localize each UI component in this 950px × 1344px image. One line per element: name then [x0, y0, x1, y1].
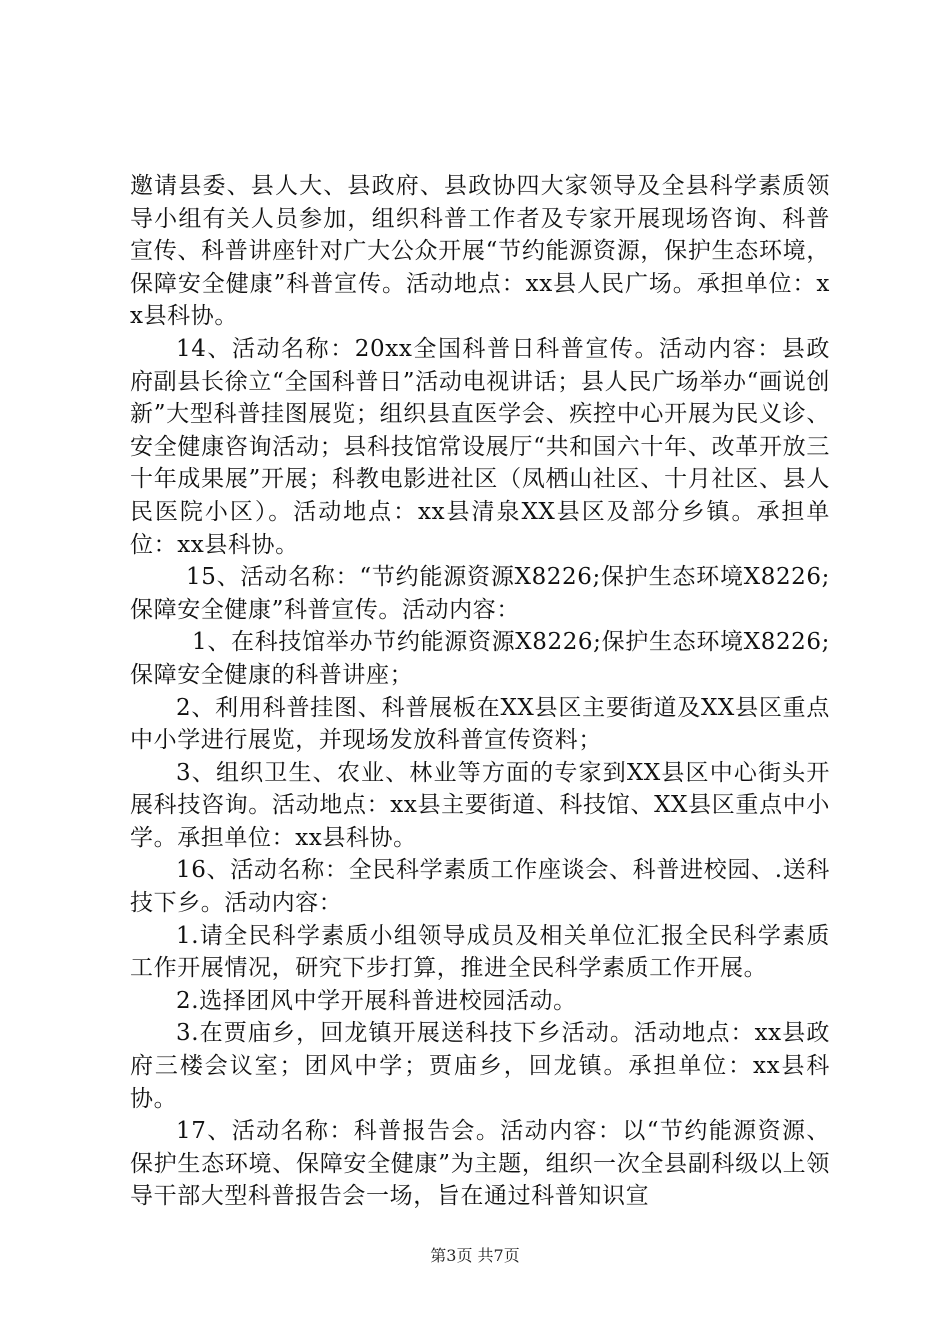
paragraph-item-16-sub-2: 2.选择团风中学开展科普进校园活动。	[176, 987, 577, 1014]
paragraph-item-15-sub-1: 1、在科技馆举办节约能源资源X8226;保护生态环境X8226;保障安全健康的科普讲座；	[130, 629, 830, 688]
paragraph-item-17: 17、活动名称：科普报告会。活动内容：以“节约能源资源、保护生态环境、保障安全健康”为主题，组织一次全县副科级以上领导干部大型科普报告会一场，旨在通过科普知识宣	[130, 1118, 830, 1210]
paragraph-item-16-sub-3: 3.在贾庙乡，回龙镇开展送科技下乡活动。活动地点：xx县政府三楼会议室；团风中学；贾庙乡，回龙镇。承担单位：xx县科协。	[130, 1020, 830, 1112]
paragraph-invitation: 邀请县委、县人大、县政府、县政协四大家领导及全县科学素质领导小组有关人员参加，组织科普工作者及专家开展现场咨询、科普宣传、科普讲座针对广大公众开展“节约能源资源，保护生态环境，保障安全健康”科普宣传。活动地点：xx县人民广场。承担单位：xx县科协。	[130, 173, 830, 330]
paragraph-item-16: 16、活动名称：全民科学素质工作座谈会、科普进校园、.送科技下乡。活动内容：	[130, 857, 830, 917]
page-footer: 第3页 共7页	[430, 1246, 520, 1265]
document-body	[130, 170, 830, 1213]
paragraph-item-14: 14、活动名称：20xx全国科普日科普宣传。活动内容：县政府副县长徐立“全国科普日”活动电视讲话；县人民广场举办“画说创新”大型科普挂图展览；组织县直医学会、疾控中心开展为民义诊、安全健康咨询活动；县科技馆常设展厅“共和国六十年、改革开放三十年成果展”开展；科教电影进社区（凤栖山社区、十月社区、县人民医院小区）。活动地点：xx县清泉XX县区及部分乡镇。承担单位：xx县科协。	[130, 335, 830, 558]
paragraph-item-15-sub-3: 3、组织卫生、农业、林业等方面的专家到XX县区中心街头开展科技咨询。活动地点：xx县主要街道、科技馆、XX县区重点中小学。承担单位：xx县科协。	[130, 759, 830, 851]
paragraph-item-15-sub-2: 2、利用科普挂图、科普展板在XX县区主要街道及XX县区重点中小学进行展览，并现场发放科普宣传资料；	[130, 694, 830, 754]
paragraph-item-16-sub-1: 1.请全民科学素质小组领导成员及相关单位汇报全民科学素质工作开展情况，研究下步打算，推进全民科学素质工作开展。	[130, 922, 830, 982]
paragraph-item-15: 15、活动名称：“节约能源资源X8226;保护生态环境X8226;保障安全健康”科普宣传。活动内容：	[130, 564, 830, 623]
